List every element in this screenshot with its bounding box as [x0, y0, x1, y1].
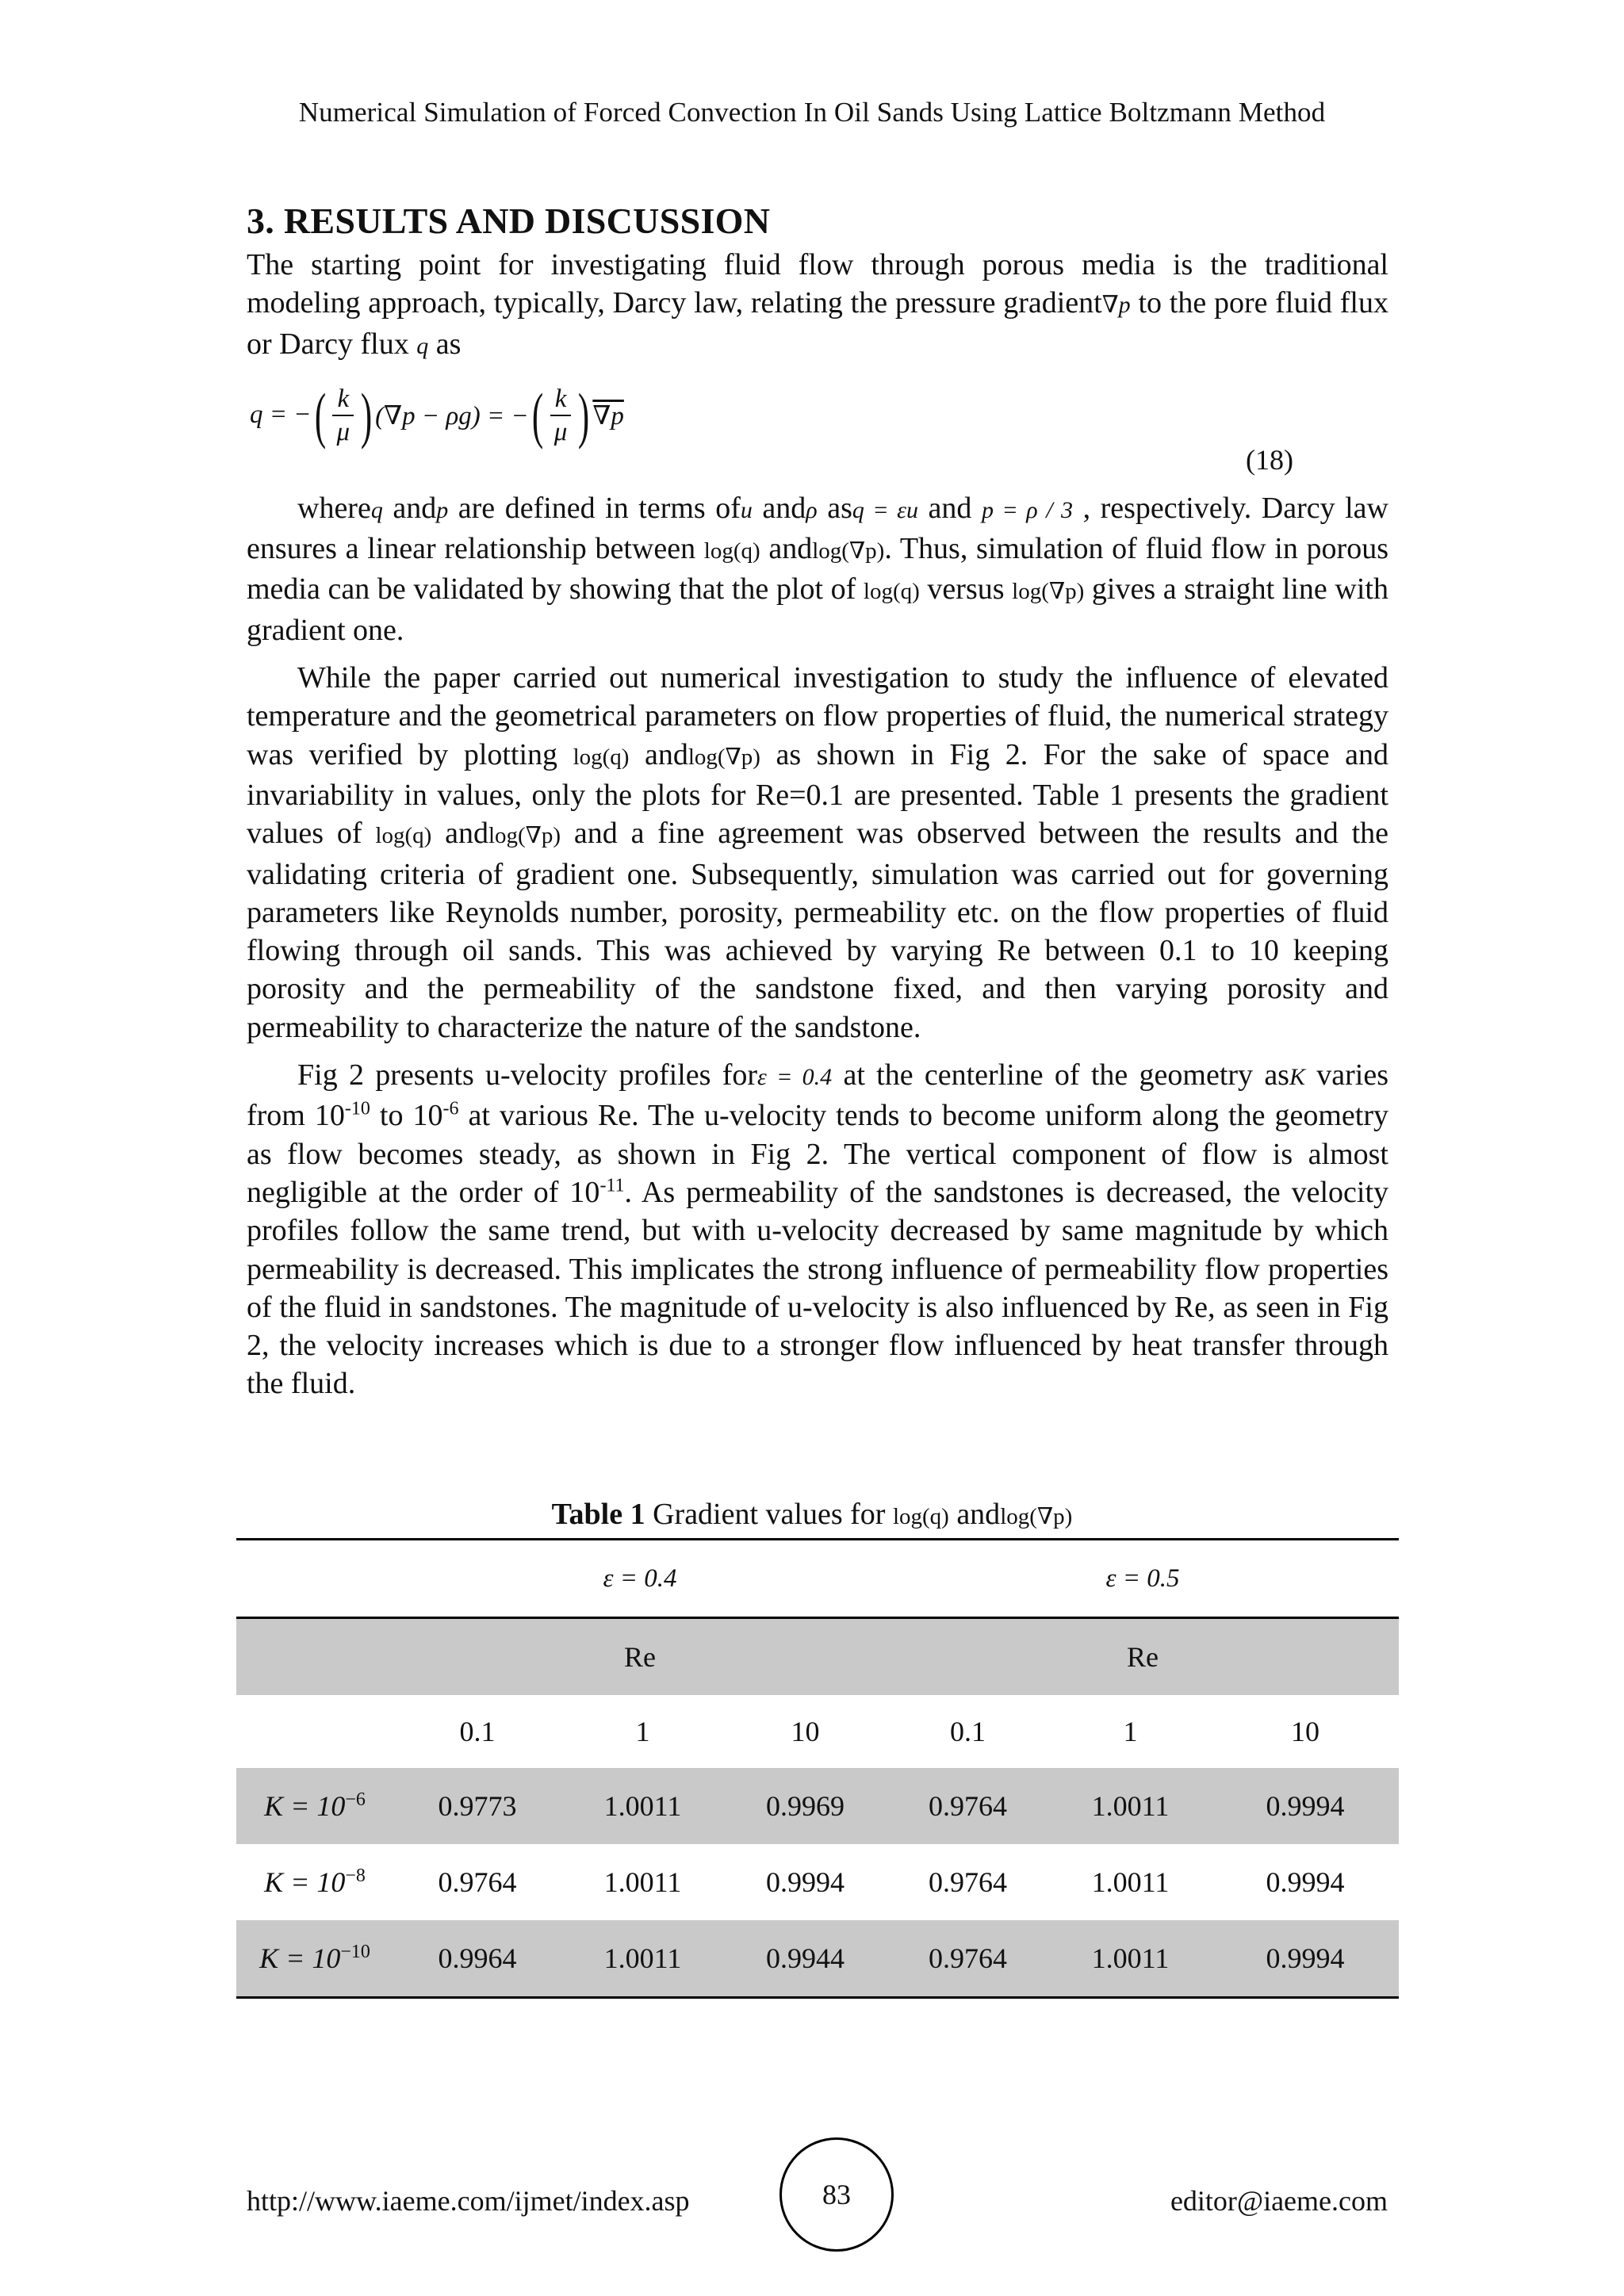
table-row-label — [236, 1844, 393, 1920]
text: are defined in terms of — [448, 491, 741, 525]
text: to the pore fluid flux or Darcy flux — [247, 286, 1388, 361]
table-cell: 0.9994 — [1212, 1768, 1399, 1844]
table-header-re-value: 0.1 — [950, 1716, 986, 1747]
table-cell: 1.0011 — [561, 1920, 724, 1998]
table-cell-empty — [236, 1540, 393, 1618]
text: where — [297, 491, 371, 525]
footer-email: editor@iaeme.com — [1170, 2185, 1388, 2217]
table-cell: 0.9994 — [766, 1866, 845, 1898]
table-cell: 1.0011 — [1091, 1866, 1170, 1898]
k-base: K = 10 — [264, 1866, 346, 1898]
math-p: p — [436, 496, 449, 523]
math-logq: log(q) — [573, 744, 630, 770]
k-exponent: −6 — [345, 1789, 366, 1810]
superscript: -11 — [599, 1175, 625, 1196]
text: and — [918, 491, 972, 525]
superscript: -6 — [442, 1098, 459, 1119]
text: as — [817, 491, 852, 525]
table-cell: 0.9764 — [887, 1920, 1049, 1998]
text: as — [428, 327, 462, 361]
text: Gradient values for — [645, 1498, 893, 1531]
table-cell: 1.0011 — [603, 1866, 682, 1898]
paren-right: ) — [578, 380, 590, 450]
text: and — [431, 817, 488, 851]
paren-left: ( — [531, 380, 543, 450]
equation-body — [250, 380, 624, 451]
k-exponent: −8 — [345, 1866, 366, 1886]
table-row-porosity — [236, 1540, 1399, 1618]
math-logq: log(q) — [703, 538, 760, 564]
text: and — [760, 532, 813, 566]
paragraph-darcy-definitions — [247, 489, 1388, 649]
math-grad-p: ∇p — [1101, 292, 1131, 319]
math-log-grad-p: log(∇p) — [1012, 579, 1085, 605]
section-title: 3. RESULTS AND DISCUSSION — [247, 201, 771, 241]
k-exponent: −10 — [340, 1942, 370, 1962]
table-header-re-value: 1 — [1123, 1716, 1138, 1747]
text: at various Re. The u-velocity tends to become uniform along the geometry as flow becomes steady, as shown in Fig 2. The vertical component of flow is almost negligible at the order of 10 — [247, 1099, 1389, 1209]
table-row-label — [236, 1920, 393, 1998]
superscript: -10 — [344, 1098, 370, 1119]
table-cell-empty — [236, 1695, 393, 1768]
text: . As permeability of the sandstones is decreased, the velocity profiles follow the same trend, but with u-velocity decreased by same magnitude by which permeability is decreased. This implicates the strong influence of permeability flow properties of the fluid in sandstones. The magnitude of u-velocity is also influenced by Re, as seen in Fig 2, the velocity increases which is due to a stronger flow influenced by heat transfer through the fluid. — [247, 1175, 1389, 1401]
page-number: 83 — [779, 2137, 894, 2252]
fraction-k-mu — [332, 383, 355, 448]
table-cell: 0.9944 — [724, 1920, 887, 1998]
table-caption — [0, 1497, 1624, 1532]
equation-number: (18) — [1246, 443, 1293, 476]
text: as shown in Fig 2. For the sake of space and invariability in values, only the plots for Re=0.1 are presented. Table 1 presents the gradient values of — [247, 737, 1388, 851]
table-row-label — [236, 1768, 393, 1844]
math-p-def: p = ρ / 3 — [981, 496, 1074, 523]
table-caption-label: Table 1 — [551, 1498, 645, 1531]
table-cell: 0.9994 — [1266, 1866, 1345, 1898]
eq-numerator-k: k — [332, 383, 354, 416]
table-header-re-value: 10 — [791, 1716, 820, 1747]
math-logq: log(q) — [892, 1504, 949, 1529]
table-header-eps-04: ε = 0.4 — [603, 1563, 677, 1593]
math-k: K — [1289, 1064, 1305, 1091]
eq-lhs: q = − — [250, 400, 312, 430]
text: and — [382, 491, 437, 525]
math-q: q — [370, 496, 383, 523]
math-q-def: q = εu — [852, 496, 919, 523]
table-row — [236, 1844, 1399, 1920]
paragraph-validation — [247, 659, 1388, 1047]
fraction-k-mu — [550, 383, 573, 448]
table-cell: 1.0011 — [1049, 1768, 1212, 1844]
table-cell: 0.9964 — [393, 1920, 561, 1998]
table-row-re — [236, 1618, 1399, 1696]
text: to 10 — [370, 1099, 443, 1133]
math-rho: ρ — [806, 496, 818, 523]
paren-right: ) — [360, 380, 373, 450]
math-q: q — [416, 332, 429, 359]
table-cell: 0.9764 — [438, 1866, 517, 1898]
math-u: u — [740, 496, 753, 523]
table-header-re: Re — [393, 1618, 887, 1696]
eq-middle: (∇p − ρg) = − — [375, 401, 529, 430]
gradient-table — [236, 1538, 1399, 1999]
table-cell: 0.9764 — [887, 1768, 1049, 1844]
table-row — [236, 1920, 1399, 1998]
table-header-re-value: 10 — [1291, 1716, 1320, 1747]
math-eps: ε = 0.4 — [757, 1064, 833, 1091]
text: gives a straight line with gradient one. — [247, 572, 1388, 647]
table-cell: 1.0011 — [561, 1768, 724, 1844]
table-row — [236, 1768, 1399, 1844]
equation-18 — [247, 369, 1388, 488]
table-cell: 1.0011 — [1049, 1920, 1212, 1998]
text: and — [948, 1498, 1001, 1531]
table-header-re: Re — [887, 1618, 1399, 1696]
text: versus — [919, 572, 1013, 607]
text: varies from 10 — [247, 1058, 1389, 1133]
table-cell-empty — [236, 1618, 393, 1696]
eq-rhs: ∇p — [592, 401, 624, 430]
math-logq: log(q) — [863, 579, 920, 605]
table-header-re-value: 1 — [635, 1716, 650, 1747]
text: . Thus, simulation of fluid flow in porous media can be validated by showing that the plot of — [247, 532, 1388, 607]
text: and — [752, 491, 806, 525]
text: The starting point for investigating fluid flow through porous media is the traditional modeling approach, typically, Darcy law, relating the pressure gradient — [247, 248, 1388, 320]
page-body — [247, 197, 1388, 1403]
table-header-eps-05: ε = 0.5 — [1105, 1563, 1180, 1593]
text: and a fine agreement was observed between the results and the validating criteria of gradient one. Subsequently, simulation was carried out for governing parameters like Reynolds number, porosity, permeability etc. on the flow properties of fluid flowing through oil sands. This was achieved by varying Re between 0.1 to 10 keeping porosity and the permeability of the sandstone fixed, and then varying porosity and permeability to characterize the nature of the sandstone. — [247, 817, 1389, 1044]
footer-url: http://www.iaeme.com/ijmet/index.asp — [247, 2185, 690, 2217]
paragraph-velocity-profiles — [247, 1056, 1388, 1403]
text: at the centerline of the geometry as — [832, 1058, 1289, 1093]
paren-left: ( — [314, 380, 326, 450]
text: , respectively. Darcy law ensures a linear relationship between — [247, 491, 1388, 566]
table-cell: 0.9969 — [724, 1768, 887, 1844]
running-header: Numerical Simulation of Forced Convection In Oil Sands Using Lattice Boltzmann Method — [298, 97, 1326, 128]
table-cell: 0.9994 — [1212, 1920, 1399, 1998]
text: While the paper carried out numerical investigation to study the influence of elevated temperature and the geometrical parameters on flow properties of fluid, the numerical strategy was verified by plotting — [247, 661, 1388, 771]
text: Fig 2 presents u-velocity profiles for — [297, 1058, 758, 1093]
math-log-grad-p: log(∇p) — [1000, 1504, 1073, 1529]
text: and — [629, 737, 688, 771]
table-cell: 0.9764 — [929, 1866, 1007, 1898]
math-logq: log(q) — [375, 823, 432, 849]
k-base: K = 10 — [259, 1942, 341, 1974]
math-log-grad-p: log(∇p) — [688, 744, 760, 770]
eq-numerator-k: k — [550, 383, 572, 416]
table-cell: 0.9773 — [393, 1768, 561, 1844]
paragraph-darcy-intro — [247, 246, 1388, 365]
k-base: K = 10 — [264, 1790, 346, 1822]
table-header-re-value: 0.1 — [459, 1716, 496, 1747]
table-row-re-values — [236, 1695, 1399, 1768]
eq-denominator-mu: μ — [553, 417, 568, 446]
eq-denominator-mu: μ — [336, 417, 350, 446]
math-log-grad-p: log(∇p) — [812, 538, 885, 564]
math-log-grad-p: log(∇p) — [488, 823, 561, 849]
